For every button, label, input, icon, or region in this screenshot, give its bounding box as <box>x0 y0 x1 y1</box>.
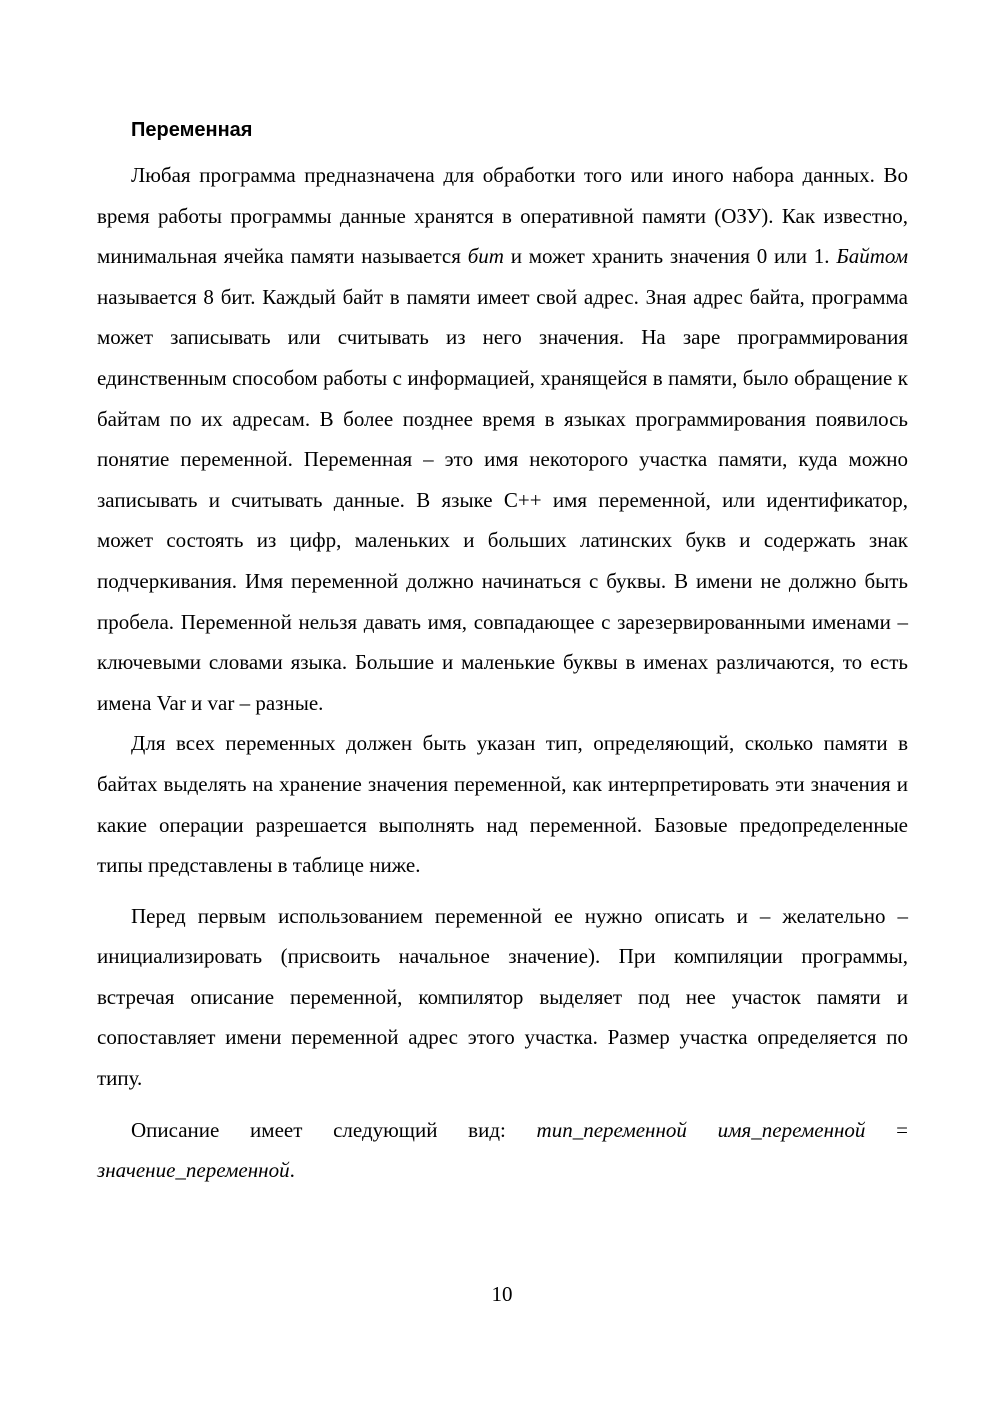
paragraph-variable-intro <box>97 155 908 723</box>
paragraph-text: . <box>289 1158 295 1183</box>
paragraph-variable-types: Для всех переменных должен быть указан тип, определяющий, сколько памяти в байтах выделять на хранение значения переменной, как интерпретировать эти значения и какие операции разрешается выполнять над переменной. Базовые предопределенные типы представлены в таблице ниже. <box>97 731 908 878</box>
term-byte: Байтом <box>836 244 909 269</box>
term-bit: бит <box>467 244 504 269</box>
document-page <box>97 116 908 1191</box>
paragraph-text: называется 8 бит. Каждый байт в памяти имеет свой адрес. Зная адрес байта, программа может записывать или считывать из него значения. На заре программирования единственным способом работы с информацией, хранящейся в памяти, было обращение к байтам по их адресам. В более позднее время в языках программирования появилось понятие переменной. Переменная – это имя некоторого участка памяти, куда можно записывать и считывать данные. В языке C++ имя переменной, или идентификатор, может состоять из цифр, маленьких и больших латинских букв и содержать знак подчеркивания. Имя переменной должно начинаться с буквы. В имени не должно быть пробела. Переменной нельзя давать имя, совпадающее с зарезервированными именами – ключевыми словами языка. Большие и маленькие буквы в именах различаются, то есть имена Var и var – разные. <box>97 284 908 715</box>
section-heading: Переменная <box>131 119 253 141</box>
paragraph-variable-declaration: Перед первым использованием переменной ее нужно описать и – желательно – инициализировать (присвоить начальное значение). При компиляции программы, встречая описание переменной, компилятор выделяет под нее участок памяти и сопоставляет имени переменной адрес этого участка. Размер участка определяется по типу. <box>97 903 908 1091</box>
syntax-value: значение_переменной <box>97 1158 290 1183</box>
page-number: 10 <box>491 1282 513 1306</box>
paragraph-declaration-syntax <box>97 1110 908 1191</box>
paragraph-text: и может хранить значения 0 или 1. <box>503 244 837 269</box>
paragraph-text: Любая программа предназначена для обработки того или иного набора данных. Во время работы программы данные хранятся в оперативной памяти (ОЗУ). Как известно, минимальная ячейка памяти называется <box>97 163 908 269</box>
syntax-type-name: тип_переменной имя_переменной <box>536 1117 866 1142</box>
paragraph-text: = <box>865 1117 908 1142</box>
paragraph-text: Описание имеет следующий вид: <box>131 1117 537 1142</box>
